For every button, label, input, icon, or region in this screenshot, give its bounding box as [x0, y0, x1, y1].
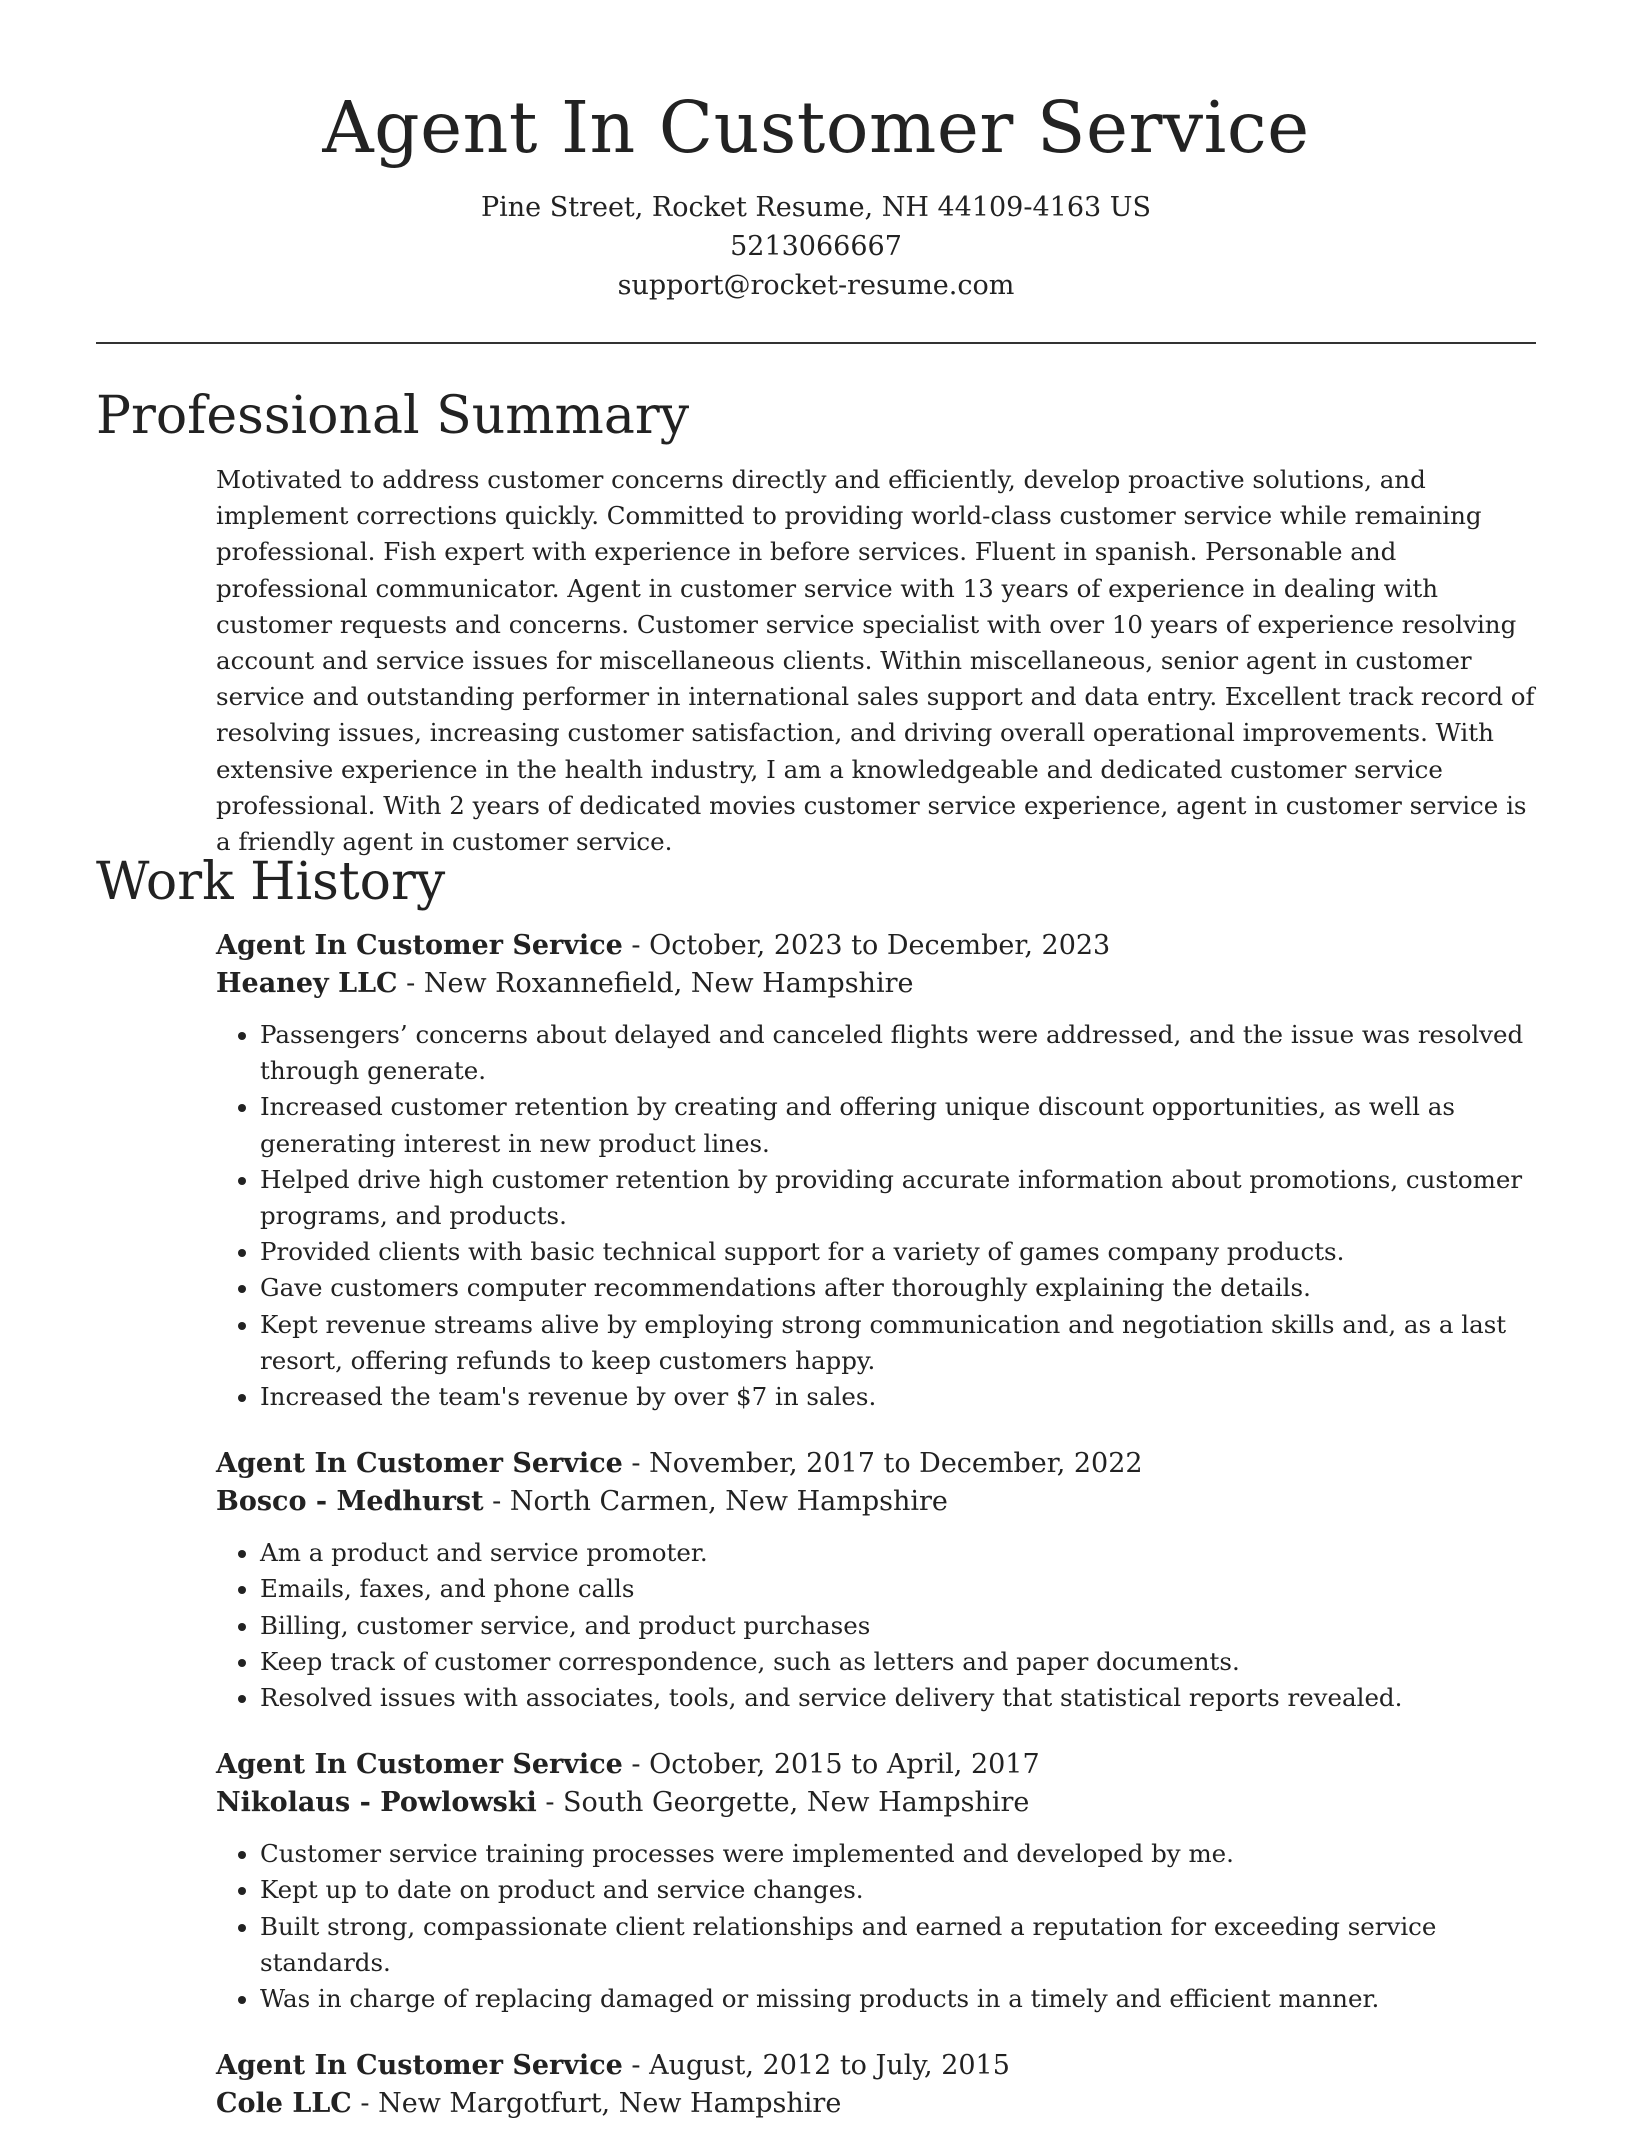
summary-text: Motivated to address customer concerns directly and efficiently, develop proactive solutions, and implement corrections quickly. Committed to providing world-class customer service while remaining professional. Fish expert with experience in before services. Fluent in spanish. Personable and professional communicator. Agent in customer service with 13 years of experience in dealing with customer requests and concerns. Customer service specialist with over 10 years of experience resolving account and service issues for miscellaneous clients. Within miscellaneous, senior agent in customer service and outstanding performer in international sales support and data entry. Excellent track record of resolving issues, increasing customer satisfaction, and driving overall operational improvements. With extensive experience in the health industry, I am a knowledgeable and dedicated customer service professional. With 2 years of dedicated movies customer service experience, agent in customer service is a friendly agent in customer service.: [216, 465, 1535, 857]
job-company: Heaney LLC: [216, 968, 398, 999]
job-title-line: [216, 2047, 1536, 2085]
job-entry: [216, 1445, 1536, 1716]
job-dates: - October, 2015 to April, 2017: [622, 1749, 1040, 1781]
job-bullet: • Built strong, compassionate client relationships and earned a reputation for exceeding service standards.: [260, 1909, 1536, 1981]
job-company-line: [216, 2085, 1536, 2123]
job-title: Agent In Customer Service: [216, 930, 623, 961]
job-dates: - October, 2023 to December, 2023: [622, 930, 1111, 961]
job-company-line: [216, 1483, 1536, 1521]
job-bullet: • Was in charge of replacing damaged or missing products in a timely and efficient manner.: [260, 1981, 1536, 2017]
job-bullet: • Am a product and service promoter.: [260, 1535, 1536, 1571]
job-company: Bosco - Medhurst: [216, 1486, 484, 1518]
job-title-line: [216, 1746, 1536, 1784]
job-bullets: [216, 1535, 1536, 1716]
job-bullet: • Passengers’ concerns about delayed and canceled flights were addressed, and the issue was resolved through generate.: [260, 1017, 1536, 1089]
job-bullet: • Increased the team's revenue by over $7 in sales.: [260, 1379, 1536, 1415]
phone: 5213066667: [730, 231, 902, 262]
address: Pine Street, Rocket Resume, NH 44109-4163 US: [480, 192, 1152, 223]
job-entry: [216, 1746, 1536, 2017]
job-title-line: [216, 1445, 1536, 1483]
job-location: - New Margotfurt, New Hampshire: [351, 2088, 842, 2120]
job-bullet: • Provided clients with basic technical support for a variety of games company products.: [260, 1234, 1536, 1270]
job-bullet: • Kept revenue streams alive by employing strong communication and negotiation skills and, as a last resort, offering refunds to keep customers happy.: [260, 1307, 1536, 1379]
job-bullet: • Keep track of customer correspondence, such as letters and paper documents.: [260, 1644, 1536, 1680]
job-title: Agent In Customer Service: [216, 2050, 623, 2082]
job-location: - New Roxannefield, New Hampshire: [397, 968, 914, 999]
job-company-line: [216, 965, 1536, 1003]
job-bullets: [216, 1017, 1536, 1415]
work-history-list: [216, 927, 1536, 2153]
job-bullet: • Kept up to date on product and service changes.: [260, 1872, 1536, 1908]
email: support@rocket-resume.com: [617, 270, 1015, 301]
contact-block: [96, 188, 1536, 305]
job-bullet: • Helped drive high customer retention by providing accurate information about promotions, customer programs, and products.: [260, 1162, 1536, 1234]
job-bullet: • Emails, faxes, and phone calls: [260, 1571, 1536, 1607]
job-bullet: • Gave customers computer recommendations after thoroughly explaining the details.: [260, 1270, 1536, 1306]
job-dates: - November, 2017 to December, 2022: [622, 1448, 1143, 1480]
section-title-summary: Professional Summary: [96, 386, 690, 446]
candidate-name: Agent In Customer Service: [322, 86, 1310, 169]
job-title-line: [216, 927, 1536, 965]
job-bullet: • Resolved issues with associates, tools, and service delivery that statistical reports revealed.: [260, 1680, 1536, 1716]
job-bullets: [216, 1836, 1536, 2017]
resume-header: [96, 78, 1536, 305]
job-company: Cole LLC: [216, 2088, 352, 2120]
job-title: Agent In Customer Service: [216, 1448, 623, 1480]
job-location: - South Georgette, New Hampshire: [536, 1787, 1030, 1819]
job-title: Agent In Customer Service: [216, 1749, 623, 1781]
job-entry: [216, 927, 1536, 1415]
job-company: Nikolaus - Powlowski: [216, 1787, 537, 1819]
job-bullet: • Billing, customer service, and product purchases: [260, 1608, 1536, 1644]
header-divider: [96, 342, 1536, 344]
job-dates: - August, 2012 to July, 2015: [622, 2050, 1010, 2082]
job-location: - North Carmen, New Hampshire: [483, 1486, 948, 1518]
job-bullet: • Customer service training processes were implemented and developed by me.: [260, 1836, 1536, 1872]
job-company-line: [216, 1784, 1536, 1822]
job-bullet: • Increased customer retention by creating and offering unique discount opportunities, as well as generating interest in new product lines.: [260, 1089, 1536, 1161]
section-title-work-history: Work History: [96, 852, 446, 912]
